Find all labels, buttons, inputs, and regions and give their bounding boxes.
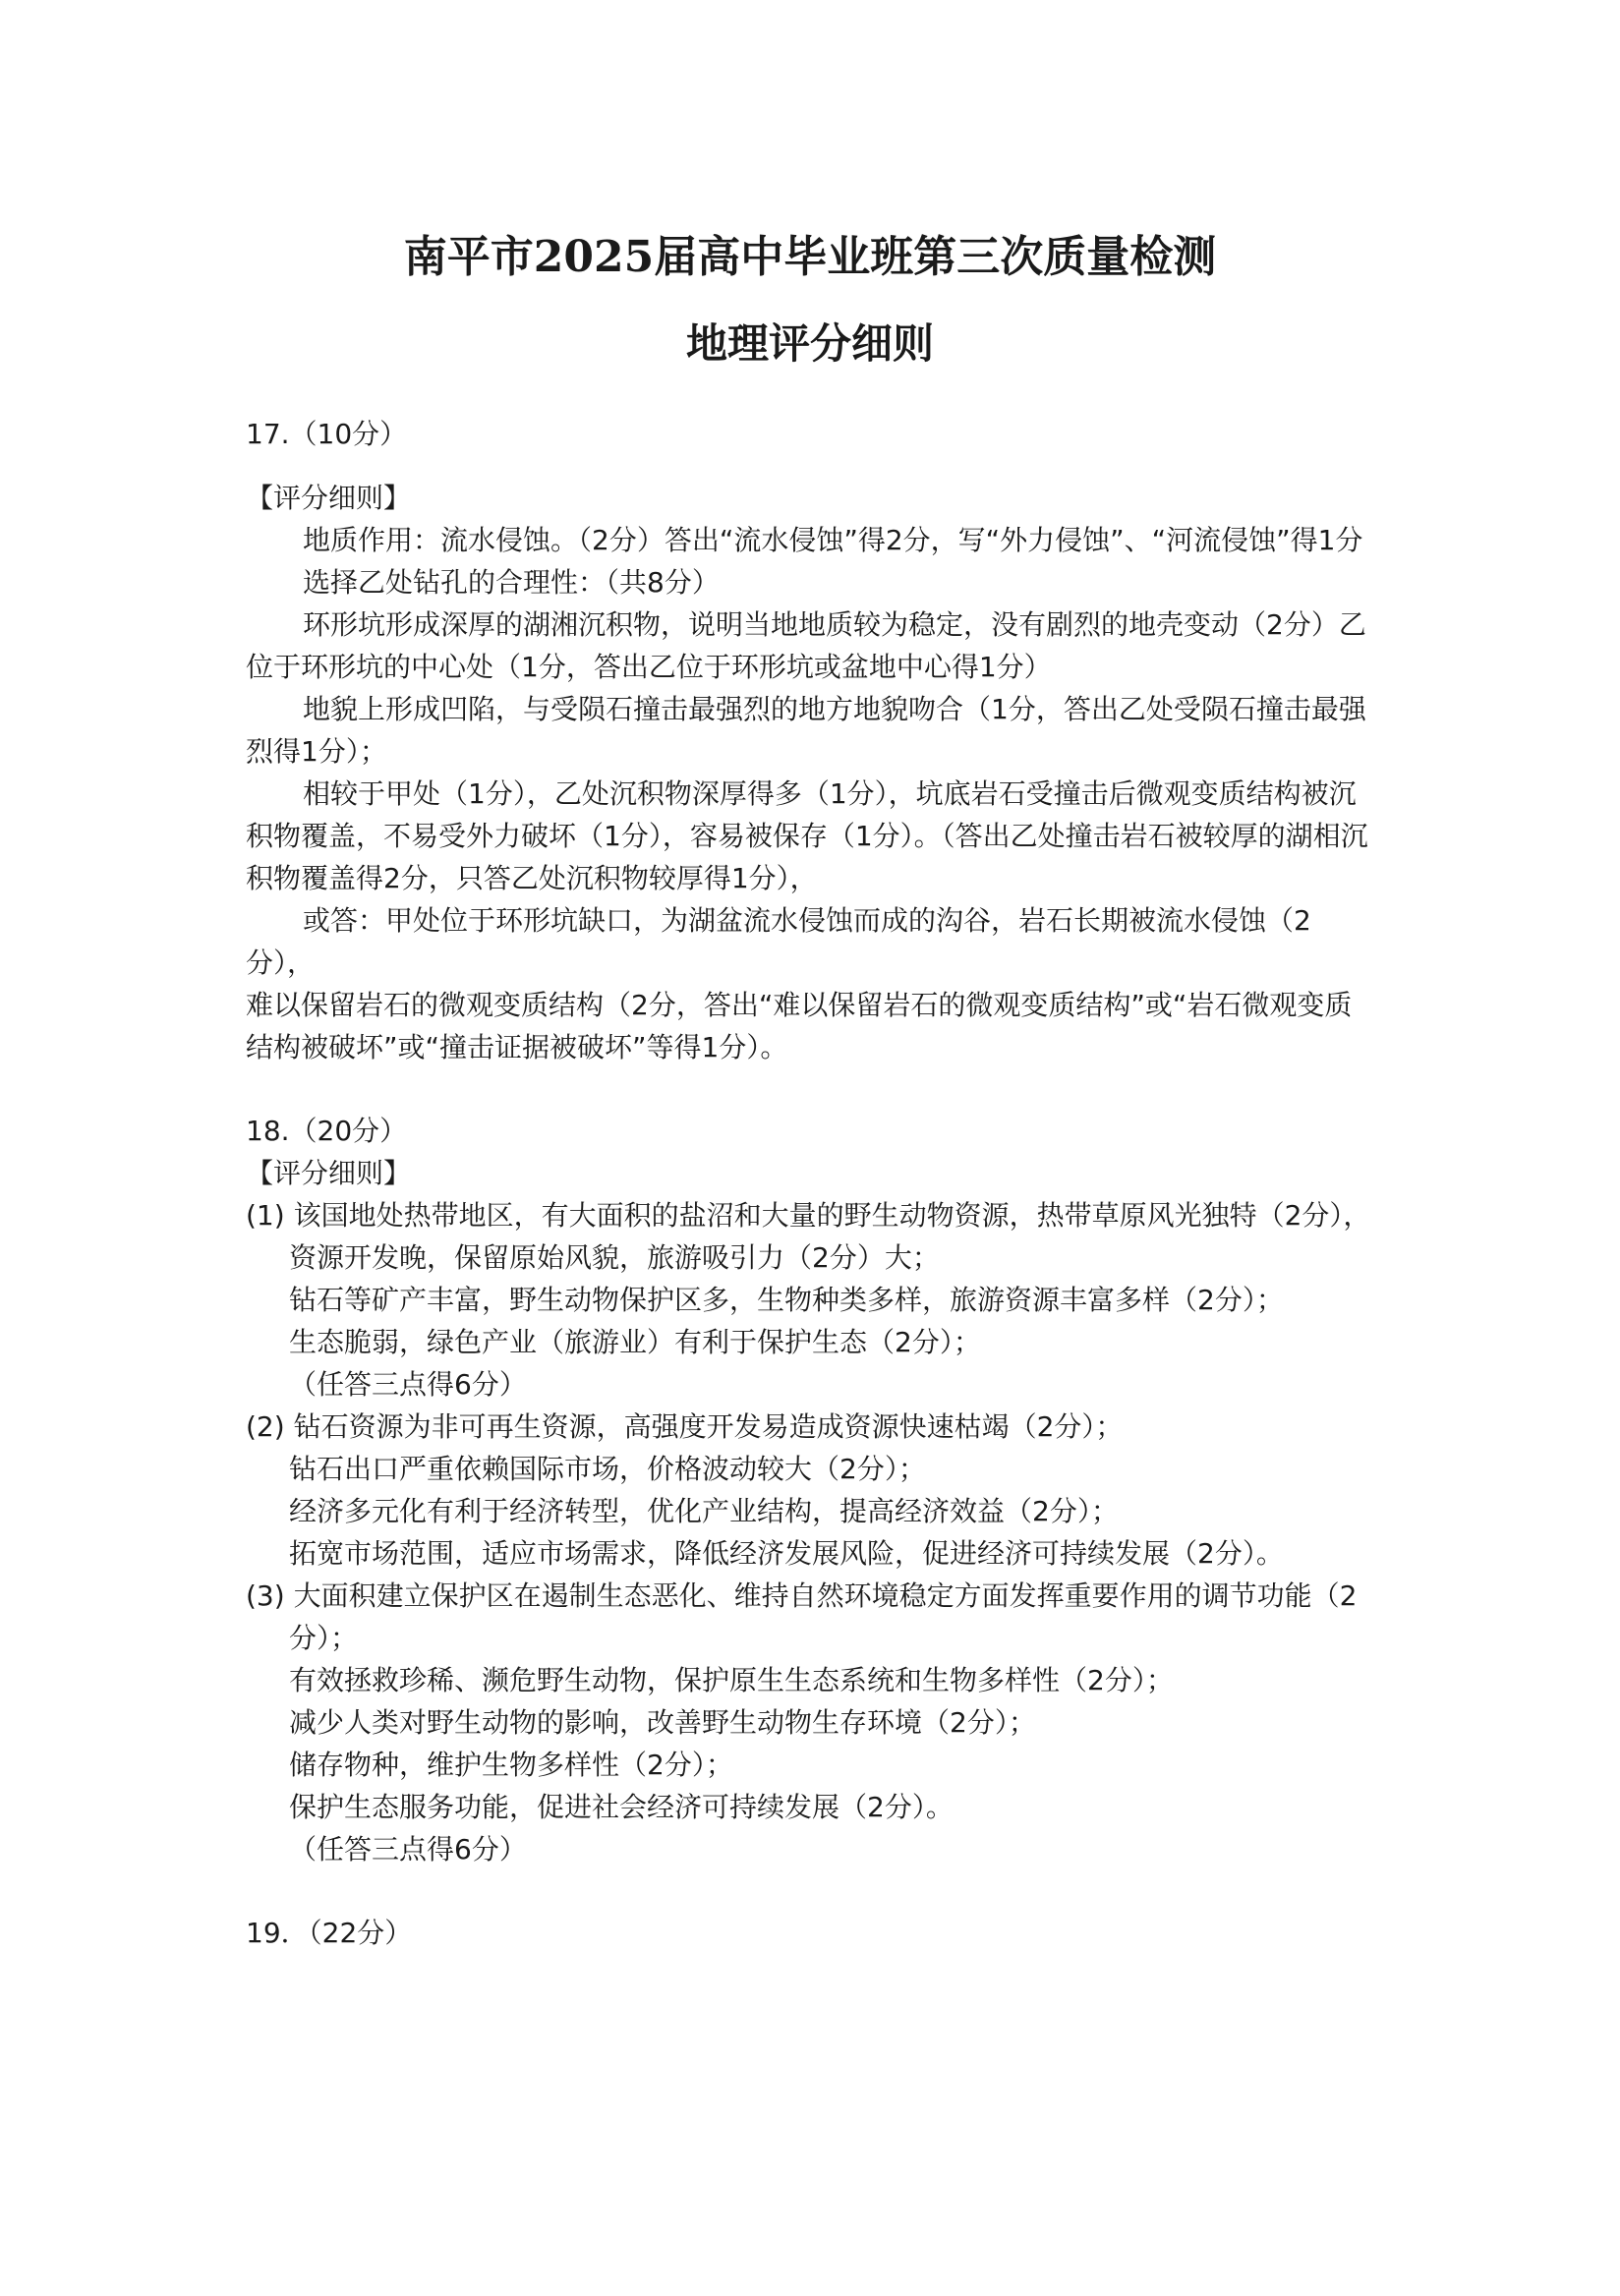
q19-heading: 19．（22分） bbox=[246, 1917, 413, 1949]
q18-part1-first: (1) 该国地处热带地区，有大面积的盐沼和大量的野生动物资源，热带草原风光独特（2分），资源开发晚，保留原始风貌，旅游吸引力（2分）大； bbox=[246, 1199, 1371, 1274]
q17-heading: 17.（10分） bbox=[246, 418, 408, 450]
q17-line-landform: 地貌上形成凹陷，与受陨石撞击最强烈的地方地貌吻合（1分，答出乙处受陨石撞击最强烈得1分）； bbox=[246, 693, 1366, 768]
q17-line-comparison: 相较于甲处（1分），乙处沉积物深厚得多（1分），坑底岩石受撞击后微观变质结构被沉积物覆盖，不易受外力破坏（1分），容易被保存（1分）。（答出乙处撞击岩石被较厚的湖相沉积物覆盖得2分，只答乙处沉积物较厚得1分）， bbox=[246, 777, 1368, 894]
question-19 bbox=[246, 1912, 1376, 1954]
q18-part2-line: 经济多元化有利于经济转型，优化产业结构，提高经济效益（2分）； bbox=[289, 1495, 1119, 1527]
question-18 bbox=[246, 1110, 1376, 1870]
q18-part2-line: 钻石出口严重依赖国际市场，价格波动较大（2分）； bbox=[289, 1453, 926, 1485]
q18-part3-line: 有效拯救珍稀、濒危野生动物，保护原生生态系统和生物多样性（2分）； bbox=[289, 1664, 1174, 1696]
document-title: 南平市2025届高中毕业班第三次质量检测 bbox=[403, 232, 1217, 282]
q18-part1-line: 钻石等矿产丰富，野生动物保护区多，生物种类多样，旅游资源丰富多样（2分）； bbox=[289, 1284, 1284, 1316]
q18-part3-line: 减少人类对野生动物的影响，改善野生动物生存环境（2分）； bbox=[289, 1706, 1036, 1739]
q17-line-geologic-process: 地质作用：流水侵蚀。（2分）答出“流水侵蚀”得2分，写“外力侵蚀”、“河流侵蚀”得1分 bbox=[303, 524, 1363, 556]
q18-part3-first: (3) 大面积建立保护区在遏制生态恶化、维持自然环境稳定方面发挥重要作用的调节功能（2分）； bbox=[246, 1579, 1358, 1654]
q18-part2-line: 拓宽市场范围，适应市场需求，降低经济发展风险，促进经济可持续发展（2分）。 bbox=[289, 1537, 1284, 1570]
q18-part3-line: 保护生态服务功能，促进社会经济可持续发展（2分）。 bbox=[289, 1791, 954, 1823]
q18-part3-line: （任答三点得6分） bbox=[289, 1833, 527, 1866]
document-body bbox=[246, 413, 1376, 1954]
q17-line-stability: 环形坑形成深厚的湖湘沉积物，说明当地地质较为稳定，没有剧烈的地壳变动（2分）乙位于环形坑的中心处（1分，答出乙位于环形坑或盆地中心得1分） bbox=[246, 608, 1366, 683]
q17-line-alternative: 或答：甲处位于环形坑缺口，为湖盆流水侵蚀而成的沟谷，岩石长期被流水侵蚀（2分）， bbox=[246, 904, 1311, 979]
q18-part1-line: （任答三点得6分） bbox=[289, 1368, 527, 1401]
q18-heading: 18.（20分） bbox=[246, 1115, 408, 1147]
q18-criteria-label: 【评分细则】 bbox=[246, 1157, 412, 1189]
q18-part3-line: 储存物种，维护生物多样性（2分）； bbox=[289, 1749, 733, 1781]
q17-line-reason-title: 选择乙处钻孔的合理性：（共8分） bbox=[303, 566, 720, 599]
q17-line-structure: 难以保留岩石的微观变质结构（2分，答出“难以保留岩石的微观变质结构”或“岩石微观变质结构被破坏”或“撞击证据被破坏”等得1分）。 bbox=[246, 989, 1353, 1063]
q17-criteria-label: 【评分细则】 bbox=[246, 482, 412, 514]
question-17 bbox=[246, 413, 1376, 1068]
q18-part2-first: (2) 钻石资源为非可再生资源，高强度开发易造成资源快速枯竭（2分）； bbox=[246, 1410, 1124, 1443]
document-subtitle: 地理评分细则 bbox=[685, 319, 934, 368]
q18-part1-line: 生态脆弱，绿色产业（旅游业）有利于保护生态（2分）； bbox=[289, 1326, 981, 1358]
